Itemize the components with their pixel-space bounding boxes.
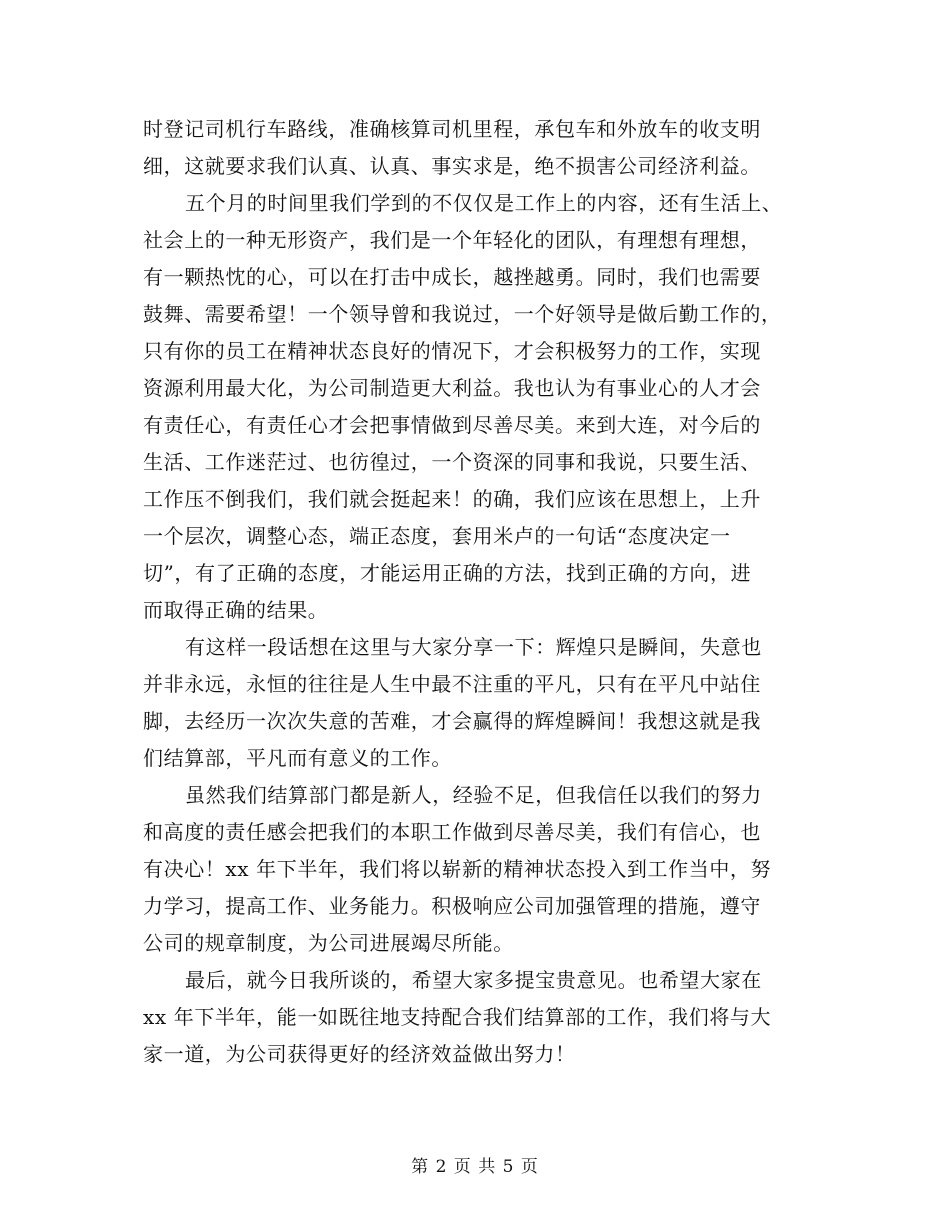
text-line: 细，这就要求我们认真、认真、事实求是，绝不损害公司经济利益。 <box>143 154 761 178</box>
text-line: 力学习，提高工作、业务能力。积极响应公司加强管理的措施，遵守 <box>143 894 761 918</box>
paragraph-start-line: 最后，就今日我所谈的，希望大家多提宝贵意见。也希望大家在 <box>185 968 762 992</box>
text-line: 工作压不倒我们，我们就会挺起来！的确，我们应该在思想上，上升 <box>143 487 761 511</box>
text-line: 只有你的员工在精神状态良好的情况下，才会积极努力的工作，实现 <box>143 339 761 363</box>
text-line: 切”，有了正确的态度，才能运用正确的方法，找到正确的方向，进 <box>143 561 752 585</box>
text-line: xx 年下半年，能一如既往地支持配合我们结算部的工作，我们将与大 <box>143 1005 772 1029</box>
body-text <box>143 111 808 1073</box>
text-line: 资源利用最大化，为公司制造更大利益。我也认为有事业心的人才会 <box>143 376 761 400</box>
paragraph-start-line: 五个月的时间里我们学到的不仅仅是工作上的内容，还有生活上、 <box>185 191 783 215</box>
page-number-footer: 第 2 页 共 5 页 <box>411 1157 539 1177</box>
text-line: 家一道，为公司获得更好的经济效益做出努力！ <box>143 1042 576 1066</box>
text-line: 有决心！xx 年下半年，我们将以崭新的精神状态投入到工作当中，努 <box>143 857 772 881</box>
paragraph-start-line: 有这样一段话想在这里与大家分享一下：辉煌只是瞬间，失意也 <box>185 635 762 659</box>
text-line: 一个层次，调整心态，端正态度，套用米卢的一句话“态度决定一 <box>143 524 731 548</box>
text-line: 而取得正确的结果。 <box>143 598 329 622</box>
text-line: 有一颗热忱的心，可以在打击中成长，越挫越勇。同时，我们也需要 <box>143 265 761 289</box>
text-line: 有责任心，有责任心才会把事情做到尽善尽美。来到大连，对今后的 <box>143 413 761 437</box>
text-line: 和高度的责任感会把我们的本职工作做到尽善尽美，我们有信心，也 <box>143 820 761 844</box>
text-line: 鼓舞、需要希望！一个领导曾和我说过，一个好领导是做后勤工作的， <box>143 302 782 326</box>
text-line: 生活、工作迷茫过、也彷徨过，一个资深的同事和我说，只要生活、 <box>143 450 761 474</box>
text-line: 并非永远，永恒的往往是人生中最不注重的平凡，只有在平凡中站住 <box>143 672 761 696</box>
text-line: 社会上的一种无形资产，我们是一个年轻化的团队，有理想有理想， <box>143 228 761 252</box>
text-line: 脚，去经历一次次失意的苦难，才会赢得的辉煌瞬间！我想这就是我 <box>143 709 761 733</box>
paragraph-start-line: 虽然我们结算部门都是新人，经验不足，但我信任以我们的努力 <box>185 783 762 807</box>
text-line: 时登记司机行车路线，准确核算司机里程，承包车和外放车的收支明 <box>143 117 761 141</box>
text-line: 们结算部，平凡而有意义的工作。 <box>143 746 452 770</box>
text-line: 公司的规章制度，为公司进展竭尽所能。 <box>143 931 514 955</box>
